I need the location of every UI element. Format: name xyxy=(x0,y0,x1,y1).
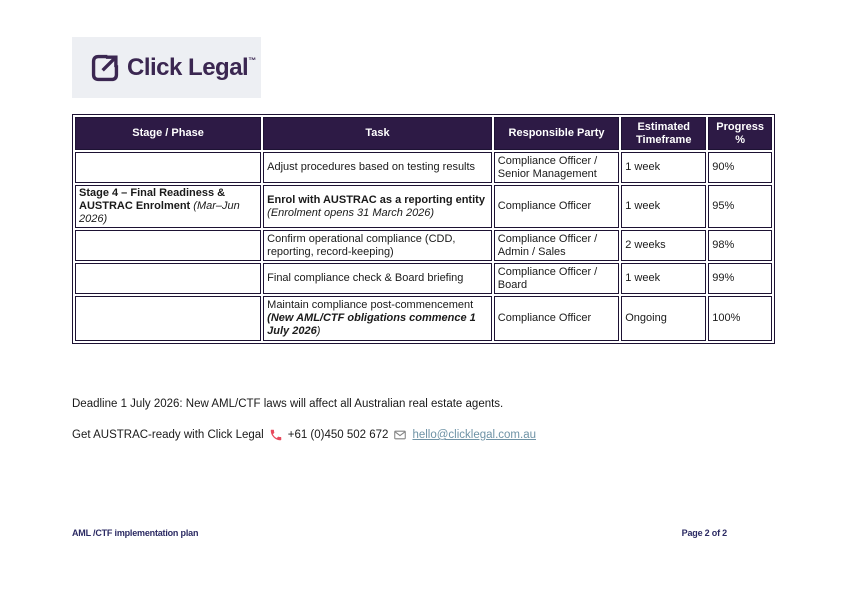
cell-timeframe: 1 week xyxy=(621,263,706,294)
cell-progress: 90% xyxy=(708,152,772,183)
email-link[interactable]: hello@clicklegal.com.au xyxy=(412,429,536,441)
cell-party: Compliance Officer xyxy=(494,296,619,341)
column-header: Progress % xyxy=(708,117,772,150)
cell-timeframe: 2 weeks xyxy=(621,230,706,261)
cell-task: Maintain compliance post-commencement (New AML/CTF obligations commence 1 July 2026) xyxy=(263,296,492,341)
cell-progress: 99% xyxy=(708,263,772,294)
cell-task: Enrol with AUSTRAC as a reporting entity (Enrolment opens 31 March 2026) xyxy=(263,185,492,228)
table-row xyxy=(75,263,772,294)
cell-timeframe: 1 week xyxy=(621,185,706,228)
cell-task: Confirm operational compliance (CDD, reporting, record-keeping) xyxy=(263,230,492,261)
cell-party: Compliance Officer / Board xyxy=(494,263,619,294)
phone-number: +61 (0)450 502 672 xyxy=(287,429,389,441)
cell-progress: 98% xyxy=(708,230,772,261)
notes-section xyxy=(72,398,772,460)
arrow-up-right-box-icon xyxy=(90,53,120,83)
cell-progress: 95% xyxy=(708,185,772,228)
table-row xyxy=(75,185,772,228)
phone-receiver-icon xyxy=(269,428,283,442)
table-row xyxy=(75,230,772,261)
cell-party: Compliance Officer xyxy=(494,185,619,228)
table-row xyxy=(75,152,772,183)
cell-timeframe: Ongoing xyxy=(621,296,706,341)
cell-stage xyxy=(75,263,261,294)
table-header-row xyxy=(75,117,772,150)
contact-line xyxy=(72,428,772,442)
brand-name: Click Legal™ xyxy=(127,53,257,81)
cell-party: Compliance Officer / Senior Management xyxy=(494,152,619,183)
cell-stage xyxy=(75,152,261,183)
cell-progress: 100% xyxy=(708,296,772,341)
cell-stage xyxy=(75,296,261,341)
cell-stage xyxy=(75,230,261,261)
deadline-note: Deadline 1 July 2026: New AML/CTF laws will affect all Australian real estate agents. xyxy=(72,398,504,410)
cell-stage: Stage 4 – Final Readiness & AUSTRAC Enrolment (Mar–Jun 2026) xyxy=(75,185,261,228)
cell-task: Adjust procedures based on testing results xyxy=(263,152,492,183)
cell-timeframe: 1 week xyxy=(621,152,706,183)
table-body xyxy=(75,152,772,341)
column-header: Responsible Party xyxy=(494,117,619,150)
column-header: Task xyxy=(263,117,492,150)
cell-task: Final compliance check & Board briefing xyxy=(263,263,492,294)
logo xyxy=(72,37,261,98)
column-header: Estimated Timeframe xyxy=(621,117,706,150)
envelope-icon xyxy=(393,428,407,442)
column-header: Stage / Phase xyxy=(75,117,261,150)
contact-prefix: Get AUSTRAC-ready with Click Legal xyxy=(72,429,264,441)
cell-party: Compliance Officer / Admin / Sales xyxy=(494,230,619,261)
footer-document-title: AML /CTF implementation plan xyxy=(72,528,199,538)
trademark-symbol: ™ xyxy=(248,55,257,65)
plan-table xyxy=(72,114,775,344)
table-row xyxy=(75,296,772,341)
footer-page-number: Page 2 of 2 xyxy=(681,528,727,538)
